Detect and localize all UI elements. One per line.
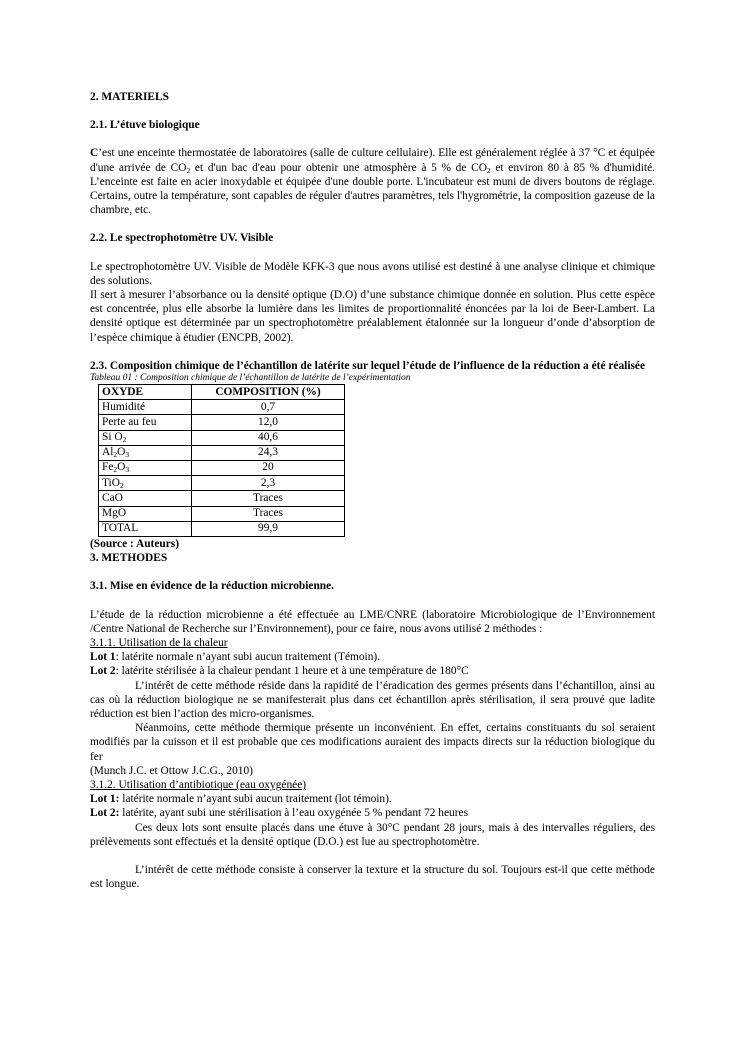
header-composition: COMPOSITION (%) — [192, 385, 345, 400]
lot-2-line: Lot 2: latérite stérilisée à la chaleur pendant 1 heure et à une température de 180°C — [90, 665, 469, 678]
table-row: Perte au feu 12,0 — [99, 415, 345, 430]
table-row: MgO Traces — [99, 506, 345, 521]
section-3-heading: 3. METHODES — [90, 552, 168, 565]
table-source: (Source : Auteurs) — [90, 537, 180, 550]
table-row: TOTAL 99,9 — [99, 521, 345, 536]
table-header-row — [99, 385, 345, 400]
table-row: TiO$_2$ 2,3 — [99, 476, 345, 491]
header-oxide: OXYDE — [99, 385, 192, 400]
section-2-2-paragraph-1: Le spectrophotomètre UV. Visible de Modèle KFK-3 que nous avons utilisé est destiné à une analyse clinique et chimique des solutions. — [90, 260, 655, 287]
section-3-1-1-heading: 3.1.1. Utilisation de la chaleur — [90, 636, 228, 649]
section-3-1-1-reference: (Munch J.C. et Ottow J.C.G., 2010) — [90, 764, 253, 777]
table-row: $Al_2O_3$ 24,3 — [99, 445, 345, 460]
table-row: CaO Traces — [99, 491, 345, 506]
section-3-1-1-paragraph-2: Néanmoins, cette méthode thermique présente un inconvénient. En effet, certains constituants du sol seraient modifiés par la cuisson et il est probable que ces modifications auraient des impacts directs sur la réduction biologique du fer — [90, 722, 655, 763]
section-3-1-2-paragraph-2: L’intérêt de cette méthode consiste à conserver la texture et la structure du sol. Toujours est-il que cette méthode est longue. — [90, 863, 655, 891]
section-2-3-heading: 2.3. Composition chimique de l’échantillon de latérite sur lequel l’étude de l’influence de la réduction a été réalisée — [90, 359, 646, 372]
section-3-1-2-paragraph-1: Ces deux lots sont ensuite placés dans une étuve à 30°C pendant 28 jours, mais à des intervalles réguliers, des prélèvements sont effectués et la densité optique (D.O.) est lue au spectrophotomètre. — [90, 821, 655, 848]
drop-letter: C — [90, 147, 99, 160]
lot-1-line: Lot 1: latérite normale n’ayant subi aucun traitement (Témoin). — [90, 651, 381, 664]
section-3-1-1-paragraph-1: L’intérêt de cette méthode réside dans la rapidité de l’éradication des germes présents dans l’échantillon, ainsi au cas où la réduction biologique ne se manifesterait plus dans cet échantillon après stérilisation, il sera prouvé que ladite réduction est bien l’action des micro-organismes. — [90, 679, 655, 720]
table-row: Si $O_2$ 40,6 — [99, 430, 345, 445]
section-3-1-paragraph: L’étude de la réduction microbienne a été effectuée au LME/CNRE (laboratoire Microbiologique de l’Environnement /Centre National de Recherche sur l’Environnement), pour ce faire, nous avons utilisé 2 méthodes : — [90, 608, 655, 635]
lot-1b-line: Lot 1: latérite normale n’ayant subi aucun traitement (lot témoin). — [90, 793, 392, 806]
table-caption: Tableau 01 : Composition chimique de l’échantillon de latérite de l’expérimentation — [90, 373, 411, 384]
lot-2b-line: Lot 2: latérite, ayant subi une stérilisation à l’eau oxygénée 5 % pendant 72 heures — [90, 807, 468, 820]
section-2-2-heading: 2.2. Le spectrophotomètre UV. Visible — [90, 232, 274, 245]
section-2-heading: 2. MATERIELS — [90, 91, 169, 103]
section-2-2-paragraph-2: Il sert à mesurer l’absorbance ou la densité optique (D.O) d’une substance chimique donnée en solution. Plus cette espèce est concentrée, plus elle absorbe la lumière dans les limites de proportionnalité énoncées par la loi de Beer-Lambert. La densité optique est déterminée par un spectrophotomètre préalablement étalonnée sur la longueur d’onde d’absorption de l’espèce chimique à étudier (ENCPB, 2002). — [90, 289, 655, 344]
section-3-1-2-heading: 3.1.2. Utilisation d’antibiotique (eau oxygénée) — [90, 778, 307, 791]
composition-table — [98, 384, 345, 537]
section-3-1-heading: 3.1. Mise en évidence de la réduction microbienne. — [90, 580, 335, 593]
section-2-1-heading: 2.1. L’étuve biologique — [90, 119, 200, 132]
table-row: $Fe_2O_3$ 20 — [99, 460, 345, 475]
table-row: Humidité 0,7 — [99, 400, 345, 415]
section-2-1-paragraph: C’est une enceinte thermostatée de laboratoires (salle de culture cellulaire). Elle est généralement réglée à 37 °C et équipée d'une arrivée de $CO_2$ et d'un bac d'eau pour obtenir une atmosphère à 5 % de $CO_2$ et environ 80 à 85 % d'humidité. L’enceinte est faite en acier inoxydable et équipée d'une double porte. L'incubateur est muni de divers boutons de réglage. Certains, outre la température, sont capables de réguler d'autres paramètres, tels l'hygrométrie, la composition gazeuse de la chambre, etc. — [90, 147, 655, 217]
